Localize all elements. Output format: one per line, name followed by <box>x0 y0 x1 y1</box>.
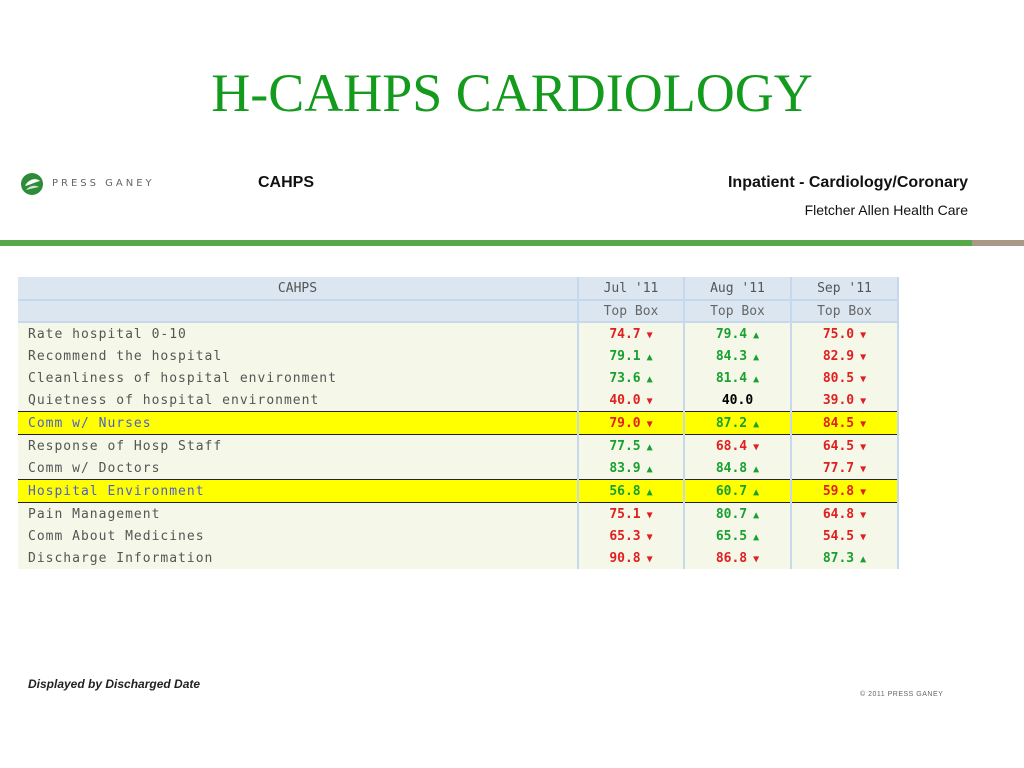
score-value: 87.3 <box>822 550 855 566</box>
trend-up-icon: ▲ <box>860 553 867 565</box>
score-cell <box>578 322 684 345</box>
trend-down-icon: ▼ <box>646 418 653 430</box>
score-cell <box>684 322 791 345</box>
trend-up-icon: ▲ <box>753 351 760 363</box>
score-cell <box>684 412 791 435</box>
report-title: Inpatient - Cardiology/Coronary <box>727 174 968 191</box>
report-org: Fletcher Allen Health Care <box>804 202 968 218</box>
score-cell <box>578 345 684 367</box>
table-row <box>18 389 898 412</box>
header-month: Jul '11 <box>578 277 684 300</box>
trend-down-icon: ▼ <box>860 509 867 521</box>
score-cell <box>578 525 684 547</box>
score-cell <box>684 525 791 547</box>
score-value: 75.1 <box>609 506 641 522</box>
row-label: Comm w/ Nurses <box>18 412 578 435</box>
row-label: Pain Management <box>18 503 578 526</box>
trend-down-icon: ▼ <box>753 441 760 453</box>
header-blank <box>18 300 578 322</box>
trend-up-icon: ▲ <box>753 373 760 385</box>
score-value: 81.4 <box>715 370 748 386</box>
score-cell <box>578 435 684 458</box>
score-value: 79.0 <box>609 415 641 431</box>
score-value: 74.7 <box>609 326 641 342</box>
trend-down-icon: ▼ <box>646 329 653 341</box>
score-value: 64.5 <box>822 438 855 454</box>
trend-down-icon: ▼ <box>860 418 867 430</box>
score-cell <box>791 412 898 435</box>
score-value: 54.5 <box>822 528 855 544</box>
slide-title: H-CAHPS CARDIOLOGY <box>211 63 813 123</box>
score-value: 86.8 <box>715 550 748 566</box>
score-cell <box>578 547 684 569</box>
header-divider <box>0 240 972 246</box>
trend-down-icon: ▼ <box>860 486 867 498</box>
trend-down-icon: ▼ <box>860 373 867 385</box>
trend-down-icon: ▼ <box>753 553 760 565</box>
score-cell <box>791 547 898 569</box>
score-cell <box>578 412 684 435</box>
footer-copyright: © 2011 PRESS GANEY <box>860 691 944 698</box>
trend-down-icon: ▼ <box>860 463 867 475</box>
header-top-box: Top Box <box>578 300 684 322</box>
table-row <box>18 435 898 458</box>
score-cell <box>684 547 791 569</box>
score-value: 90.8 <box>609 550 641 566</box>
table-row <box>18 547 898 569</box>
row-label: Rate hospital 0-10 <box>18 322 578 345</box>
score-cell <box>684 435 791 458</box>
score-value: 56.8 <box>609 483 641 499</box>
table-row <box>18 367 898 389</box>
row-label: Discharge Information <box>18 547 578 569</box>
trend-up-icon: ▲ <box>753 531 760 543</box>
logo-text: PRESS GANEY <box>52 178 155 189</box>
score-value: 73.6 <box>609 370 641 386</box>
score-value: 59.8 <box>822 483 855 499</box>
trend-up-icon: ▲ <box>646 441 653 453</box>
score-value: 39.0 <box>822 392 855 408</box>
trend-up-icon: ▲ <box>646 351 653 363</box>
cahps-table <box>18 277 899 569</box>
score-value: 75.0 <box>822 326 855 342</box>
score-cell <box>684 389 791 412</box>
press-ganey-logo <box>20 172 230 196</box>
score-cell <box>578 389 684 412</box>
score-value: 64.8 <box>822 506 855 522</box>
trend-up-icon: ▲ <box>646 373 653 385</box>
score-value: 83.9 <box>609 460 641 476</box>
score-cell <box>684 480 791 503</box>
trend-down-icon: ▼ <box>860 329 867 341</box>
row-label: Recommend the hospital <box>18 345 578 367</box>
score-cell <box>791 389 898 412</box>
table-row <box>18 480 898 503</box>
score-value: 77.7 <box>822 460 855 476</box>
score-value: 65.3 <box>609 528 641 544</box>
header-month: Sep '11 <box>791 277 898 300</box>
trend-down-icon: ▼ <box>646 509 653 521</box>
header-top-box: Top Box <box>684 300 791 322</box>
score-cell <box>791 480 898 503</box>
score-cell <box>791 457 898 480</box>
trend-down-icon: ▼ <box>860 441 867 453</box>
score-value: 60.7 <box>715 483 748 499</box>
score-value: 82.9 <box>822 348 855 364</box>
trend-down-icon: ▼ <box>860 395 867 407</box>
score-cell <box>684 367 791 389</box>
row-label: Hospital Environment <box>18 480 578 503</box>
trend-down-icon: ▼ <box>646 531 653 543</box>
trend-down-icon: ▼ <box>646 395 653 407</box>
score-cell <box>578 457 684 480</box>
score-value: 79.4 <box>715 326 748 342</box>
trend-up-icon: ▲ <box>753 486 760 498</box>
row-label: Cleanliness of hospital environment <box>18 367 578 389</box>
trend-up-icon: ▲ <box>646 463 653 475</box>
table-row <box>18 345 898 367</box>
leaf-logo-icon <box>20 172 44 196</box>
score-cell <box>791 503 898 526</box>
table-row <box>18 457 898 480</box>
trend-up-icon: ▲ <box>753 509 760 521</box>
row-label: Quietness of hospital environment <box>18 389 578 412</box>
score-value: 79.1 <box>609 348 641 364</box>
score-value: 77.5 <box>609 438 641 454</box>
table-row <box>18 322 898 345</box>
trend-up-icon: ▲ <box>753 329 760 341</box>
score-cell <box>791 367 898 389</box>
score-cell <box>791 345 898 367</box>
score-cell <box>578 367 684 389</box>
score-value: 68.4 <box>715 438 748 454</box>
header-divider-end <box>972 240 1024 246</box>
score-cell <box>791 435 898 458</box>
trend-down-icon: ▼ <box>860 351 867 363</box>
score-value: 40.0 <box>721 392 754 408</box>
score-cell <box>578 503 684 526</box>
score-value: 84.8 <box>715 460 748 476</box>
score-cell <box>791 525 898 547</box>
footer-note: Displayed by Discharged Date <box>28 677 201 691</box>
header-top-box: Top Box <box>791 300 898 322</box>
header-month: Aug '11 <box>684 277 791 300</box>
table-row <box>18 503 898 526</box>
score-cell <box>684 345 791 367</box>
score-cell <box>684 503 791 526</box>
score-cell <box>578 480 684 503</box>
trend-up-icon: ▲ <box>753 418 760 430</box>
row-label: Response of Hosp Staff <box>18 435 578 458</box>
score-cell <box>791 322 898 345</box>
score-value: 87.2 <box>715 415 748 431</box>
report-label: CAHPS <box>258 174 315 191</box>
table-row <box>18 525 898 547</box>
trend-up-icon: ▲ <box>646 486 653 498</box>
score-value: 80.7 <box>715 506 748 522</box>
score-cell <box>684 457 791 480</box>
score-value: 84.5 <box>822 415 855 431</box>
score-value: 84.3 <box>715 348 748 364</box>
header-cahps: CAHPS <box>18 277 578 300</box>
score-value: 80.5 <box>822 370 855 386</box>
trend-down-icon: ▼ <box>646 553 653 565</box>
row-label: Comm About Medicines <box>18 525 578 547</box>
table-row <box>18 412 898 435</box>
trend-down-icon: ▼ <box>860 531 867 543</box>
trend-up-icon: ▲ <box>753 463 760 475</box>
score-value: 65.5 <box>715 528 748 544</box>
row-label: Comm w/ Doctors <box>18 457 578 480</box>
score-value: 40.0 <box>609 392 641 408</box>
